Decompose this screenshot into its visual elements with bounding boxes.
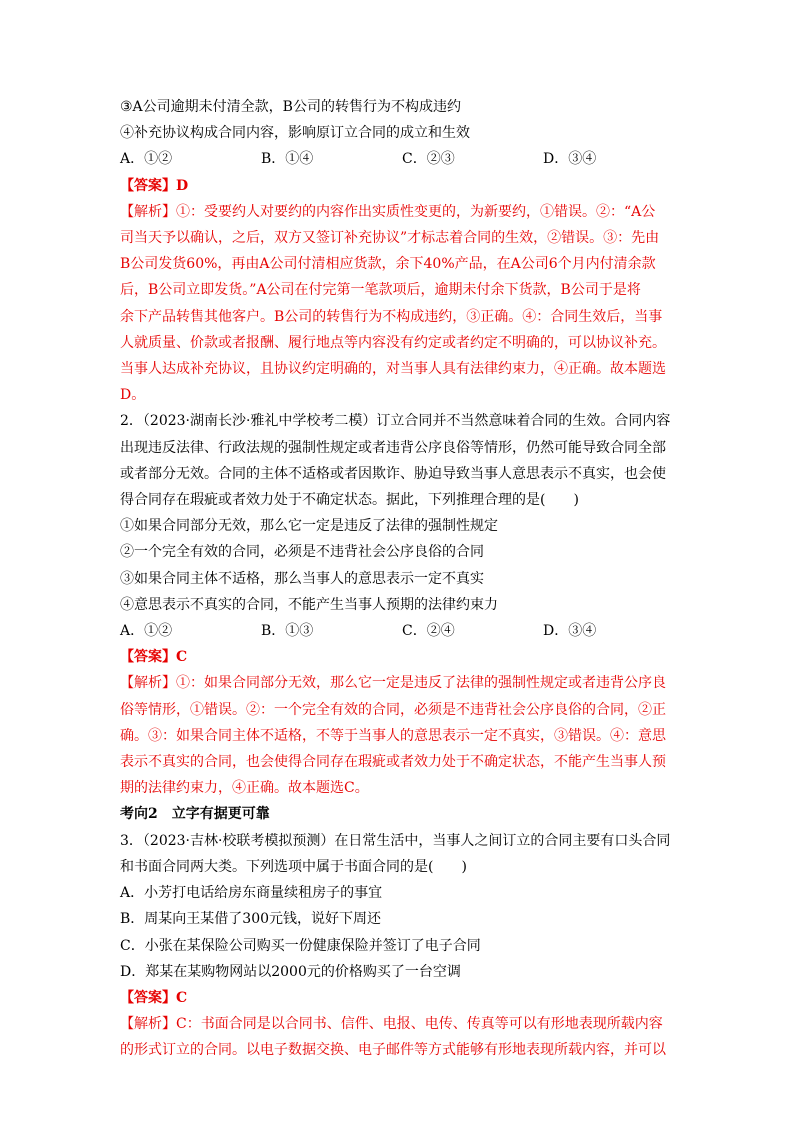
q3-option-a: A．小芳打电话给房东商量续租房子的事宜 xyxy=(120,885,383,902)
q3-analysis xyxy=(120,1011,686,1063)
q2-stem-line: 得合同存在瑕疵或者效力处于不确定状态。据此，下列推理合理的是( ) xyxy=(120,492,579,509)
q2-item-4: ④意思表示不真实的合同，不能产生当事人预期的法律约束力 xyxy=(120,596,498,613)
q1-option-b: B．①④ xyxy=(261,151,314,168)
q2-stem-line: 出现违反法律、行政法规的强制性规定或者违背公序良俗等情形，仍然可能导致合同全部 xyxy=(120,439,666,456)
q2-stem-line: 2．（2023·湖南长沙·雅礼中学校考二模）订立合同并不当然意味着合同的生效。合同内容 xyxy=(120,413,671,430)
q2-option-a: A．①② xyxy=(120,623,173,640)
q2-item-3: ③如果合同主体不适格，那么当事人的意思表示一定不真实 xyxy=(120,570,484,587)
q3-analysis-line: 的形式订立的合同。以电子数据交换、电子邮件等方式能够有形地表现所载内容，并可以 xyxy=(120,1042,666,1059)
q1-analysis xyxy=(120,199,686,409)
q1-item-4: ④补充协议构成合同内容，影响原订立合同的成立和生效 xyxy=(120,125,470,142)
q2-analysis-line: 期的法律约束力，④正确。故本题选C。 xyxy=(120,780,369,797)
q1-analysis-line: 当事人达成补充协议，且协议约定明确的，对当事人具有法律约束力，④正确。故本题选 xyxy=(120,361,666,378)
q1-analysis-line: D。 xyxy=(120,387,146,404)
q2-analysis-line: 俗等情形，①错误。②：一个完全有效的合同，必须是不违背社会公序良俗的合同，②正 xyxy=(120,701,666,718)
q1-answer: 【答案】D xyxy=(120,177,189,194)
q1-options xyxy=(120,146,686,172)
q1-item-3: ③A公司逾期未付清全款，B公司的转售行为不构成违约 xyxy=(120,99,461,115)
q2-option-c: C．②④ xyxy=(402,623,455,640)
q1-option-a: A．①② xyxy=(120,151,173,168)
q3-option-b: B．周某向王某借了300元钱，说好下周还 xyxy=(120,911,382,928)
q2-options xyxy=(120,618,686,644)
q1-option-c: C．②③ xyxy=(402,151,455,168)
q2-answer: 【答案】C xyxy=(120,649,188,666)
section-heading: 考向2 立字有据更可靠 xyxy=(120,806,270,823)
q3-stem-line: 3．（2023·吉林·校联考模拟预测）在日常生活中，当事人之间订立的合同主要有口头合同 xyxy=(120,832,671,849)
q2-analysis-line: 【解析】①：如果合同部分无效，那么它一定是违反了法律的强制性规定或者违背公序良 xyxy=(120,675,666,692)
q3-stem-line: 和书面合同两大类。下列选项中属于书面合同的是( ) xyxy=(120,858,467,875)
q1-analysis-line: 余下产品转售其他客户。B公司的转售行为不构成违约，③正确。④：合同生效后，当事 xyxy=(120,308,663,325)
q2-analysis-line: 确。③：如果合同主体不适格，不等于当事人的意思表示一定不真实，③错误。④：意思 xyxy=(120,727,666,744)
q2-stem-line: 或者部分无效。合同的主体不适格或者因欺诈、胁迫导致当事人意思表示不真实，也会使 xyxy=(120,465,666,482)
q1-analysis-line: 【解析】①：受要约人对要约的内容作出实质性变更的，为新要约，①错误。②：“A公 xyxy=(120,203,656,220)
q2-option-b: B．①③ xyxy=(261,623,314,640)
q3-option-d: D．郑某在某购物网站以2000元的价格购买了一台空调 xyxy=(120,963,461,980)
q2-option-d: D．③④ xyxy=(543,623,597,640)
q3-answer: 【答案】C xyxy=(120,989,188,1006)
q2-stem xyxy=(120,408,686,513)
q1-analysis-line: 后，B公司立即发货。”A公司在付完第一笔款项后，逾期未付余下货款，B公司于是将 xyxy=(120,282,641,299)
q1-analysis-line: 司当天予以确认，之后，双方又签订补充协议”才标志着合同的生效，②错误。③：先由 xyxy=(120,230,660,247)
q3-option-c: C．小张在某保险公司购买一份健康保险并签订了电子合同 xyxy=(120,937,481,954)
q2-item-1: ①如果合同部分无效，那么它一定是违反了法律的强制性规定 xyxy=(120,518,498,535)
q1-option-d: D．③④ xyxy=(543,151,597,168)
q1-analysis-line: B公司发货60%，再由A公司付清相应货款，余下40%产品，在A公司6个月内付清余款 xyxy=(120,256,656,273)
q2-analysis-line: 表示不真实的合同，也会使得合同存在瑕疵或者效力处于不确定状态，不能产生当事人预 xyxy=(120,754,666,771)
q3-analysis-line: 【解析】C：书面合同是以合同书、信件、电报、电传、传真等可以有形地表现所载内容 xyxy=(120,1016,663,1033)
q3-stem xyxy=(120,828,686,880)
q2-analysis xyxy=(120,670,686,801)
document-page xyxy=(120,94,686,1064)
q1-analysis-line: 人就质量、价款或者报酬、履行地点等内容没有约定或者约定不明确的，可以协议补充。 xyxy=(120,334,666,351)
q2-item-2: ②一个完全有效的合同，必须是不违背社会公序良俗的合同 xyxy=(120,544,484,561)
